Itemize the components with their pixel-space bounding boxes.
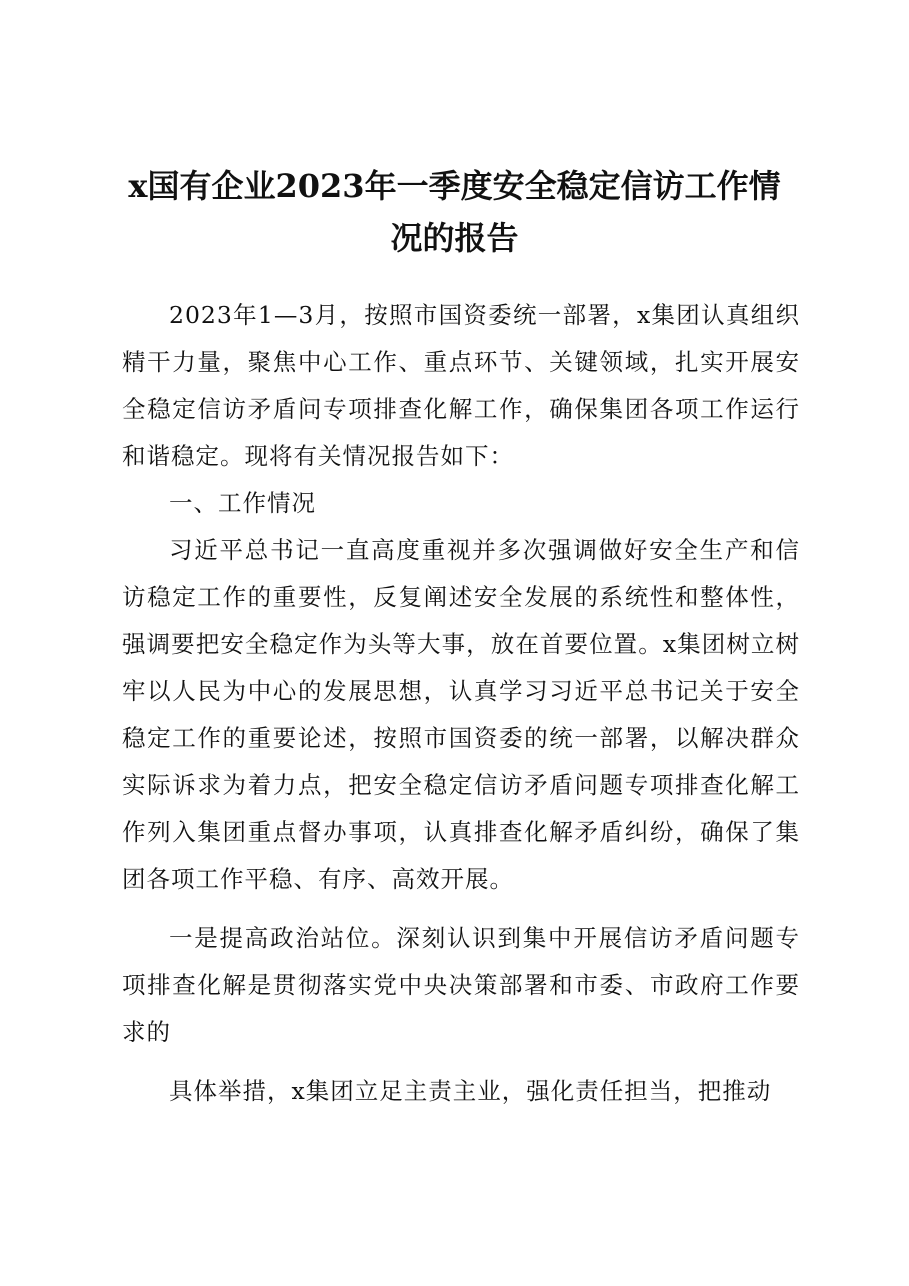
- paragraph-intro: 2023年1—3月，按照市国资委统一部署，x集团认真组织精干力量，聚焦中心工作、重点环节、关键领域，扎实开展安全稳定信访矛盾问专项排查化解工作，确保集团各项工作运行和谐稳定。现将有关情况报告如下：: [122, 301, 800, 470]
- section-heading: 一、工作情况: [169, 489, 316, 517]
- document-body: [122, 292, 800, 1115]
- paragraph-specific-measures: 具体举措，x集团立足主责主业，强化责任担当，把推动: [169, 1077, 772, 1105]
- document-title: [100, 160, 809, 264]
- paragraph-political-stance: 一是提高政治站位。深刻认识到集中开展信访矛盾问题专项排查化解是贯彻落实党中央决策部署和市委、市政府工作要求的: [122, 924, 800, 1046]
- title-line-1: x国有企业2023年一季度安全稳定信访工作情: [128, 167, 781, 205]
- paragraph-work-situation: 习近平总书记一直高度重视并多次强调做好安全生产和信访稳定工作的重要性，反复阐述安全发展的系统性和整体性，强调要把安全稳定作为头等大事，放在首要位置。x集团树立树牢以人民为中心的发展思想，认真学习习近平总书记关于安全稳定工作的重要论述，按照市国资委的统一部署，以解决群众实际诉求为着力点，把安全稳定信访矛盾问题专项排查化解工作列入集团重点督办事项，认真排查化解矛盾纠纷，确保了集团各项工作平稳、有序、高效开展。: [122, 536, 800, 893]
- title-line-2: 况的报告: [390, 219, 519, 257]
